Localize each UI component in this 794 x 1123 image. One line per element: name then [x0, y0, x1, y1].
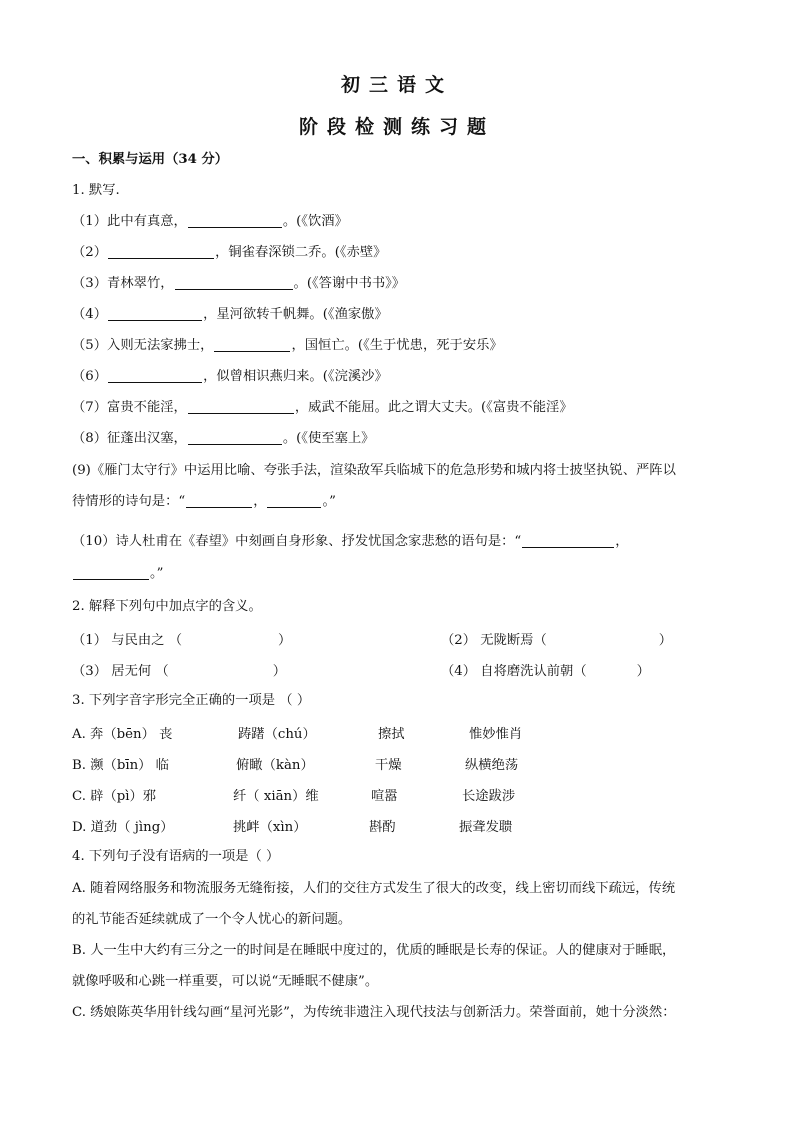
- q1-item-5-pre: （5）入则无法家拂士，: [72, 338, 214, 353]
- q1-item-2-post: ，铜雀春深锁二乔。(《赤壁》: [215, 245, 387, 260]
- q1-item-10-line1: [72, 533, 629, 551]
- answer-blank[interactable]: [108, 244, 214, 259]
- q2-item-2: [441, 629, 672, 648]
- q4-option-a-line1: A. 随着网络服务和物流服务无缝衔接，人们的交往方式发生了很大的改变，线上密切而线下疏远，传统: [72, 881, 676, 896]
- q1-item-10-post: ，: [615, 534, 629, 549]
- q2-item-3-label: （3） 居无何 （: [72, 664, 169, 679]
- q2-item-2-label: （2） 无陇断焉（: [441, 633, 547, 648]
- q1-item-10-pre: （10）诗人杜甫在《春望》中刻画自身形象、抒发忧国念家悲愁的语句是：“: [72, 534, 522, 549]
- q1-item-8-pre: （8）征蓬出汉塞，: [72, 431, 187, 446]
- q4-option-c-line1: C. 绣娘陈英华用针线勾画“星河光影”，为传统非遗注入现代技法与创新活力。荣誉面前，她十分淡然：: [72, 1005, 676, 1020]
- answer-blank[interactable]: [522, 533, 614, 548]
- q1-item-10-line2: [72, 565, 163, 583]
- q1-item-5: [72, 337, 503, 355]
- q1-item-7-post: ，威武不能屈。此之谓大丈夫。(《富贵不能淫》: [294, 400, 573, 415]
- q3-option-d-3: 斟酌: [369, 820, 396, 835]
- q1-item-4: [72, 306, 388, 324]
- q1-item-4-post: ，星河欲转千帆舞。(《渔家傲》: [203, 307, 388, 322]
- page-title: 初三语文: [340, 74, 453, 96]
- q1-item-6-pre: （6）: [72, 369, 108, 384]
- q3-option-d-1: D. 道劲（ jìng）: [72, 820, 174, 835]
- q1-item-7: [72, 399, 573, 417]
- q3-option-c-3: 喧嚣: [371, 789, 398, 804]
- q3-option-c-4: 长途跋涉: [462, 789, 516, 804]
- q1-item-8-post: 。(《使至塞上》: [282, 431, 375, 446]
- page-subtitle: 阶段检测练习题: [298, 116, 495, 138]
- q3-option-b-2: 俯瞰（kàn）: [236, 758, 314, 773]
- q3-option-a-1: A. 奔（bēn） 丧: [72, 727, 173, 742]
- q1-item-3-post: 。(《答谢中书书》》: [293, 276, 406, 291]
- q3-option-d-4: 振聋发聩: [459, 820, 513, 835]
- question-2-stem: 2. 解释下列句中加点字的含义。: [72, 599, 262, 614]
- q3-option-b-4: 纵横绝荡: [465, 758, 519, 773]
- q1-item-6: [72, 368, 388, 386]
- q3-option-b-1: B. 濒（bīn） 临: [72, 758, 169, 773]
- answer-blank[interactable]: [188, 213, 282, 228]
- answer-blank[interactable]: [214, 337, 290, 352]
- q2-item-3-close: ）: [272, 664, 286, 679]
- question-3-stem: 3. 下列字音字形完全正确的一项是 （ ）: [72, 693, 311, 708]
- q1-item-9-pre: 待情形的诗句是：“: [72, 494, 186, 509]
- q2-item-1-label: （1） 与民由之 （: [72, 633, 182, 648]
- q2-item-4-close: ）: [636, 664, 650, 679]
- q4-option-a-line2: 的礼节能否延续就成了一个令人忧心的新问题。: [72, 912, 352, 927]
- answer-blank[interactable]: [188, 399, 294, 414]
- q3-option-d-2: 挑衅（xìn）: [233, 820, 307, 835]
- q1-item-4-pre: （4）: [72, 307, 108, 322]
- q3-option-c-1: C. 辟（pì）邪: [72, 789, 157, 804]
- answer-blank[interactable]: [175, 275, 293, 290]
- q1-item-1-post: 。(《饮酒》: [282, 214, 348, 229]
- answer-blank[interactable]: [188, 430, 282, 445]
- q2-item-1-close: ）: [278, 633, 292, 648]
- q4-option-b-line1: B. 人一生中大约有三分之一的时间是在睡眠中度过的，优质的睡眠是长寿的保证。人的健康对于睡眠，: [72, 943, 676, 958]
- q2-item-3: [72, 660, 286, 679]
- q1-item-9-line1: (9)《雁门太守行》中运用比喻、夸张手法，渲染敌军兵临城下的危急形势和城内将士披坚执锐、严阵以: [72, 463, 676, 478]
- q2-item-1: [72, 629, 291, 648]
- q1-item-5-post: ，国恒亡。(《生于忧患，死于安乐》: [291, 338, 503, 353]
- q2-item-2-close: ）: [658, 633, 673, 648]
- answer-blank[interactable]: [267, 493, 321, 508]
- answer-blank[interactable]: [108, 368, 202, 383]
- q1-item-8: [72, 430, 374, 448]
- q1-item-9-post: 。”: [322, 494, 336, 509]
- q1-item-3: [72, 275, 405, 293]
- question-4-stem: 4. 下列句子没有语病的一项是（ ）: [72, 849, 280, 864]
- q1-item-2: [72, 244, 386, 262]
- q1-item-9-mid: ，: [253, 494, 267, 509]
- q1-item-10-end: 。”: [150, 566, 164, 581]
- q1-item-7-pre: （7）富贵不能淫，: [72, 400, 187, 415]
- q1-item-9-line2: [72, 493, 336, 511]
- q2-item-4-label: （4） 自将磨洗认前朝（: [441, 664, 587, 679]
- q1-item-6-post: ，似曾相识燕归来。(《浣溪沙》: [203, 369, 388, 384]
- answer-blank[interactable]: [186, 493, 252, 508]
- q4-option-b-line2: 就像呼吸和心跳一样重要，可以说“无睡眠不健康”。: [72, 974, 379, 989]
- question-1-stem: 1. 默写.: [72, 183, 120, 198]
- q1-item-1: [72, 213, 348, 231]
- q1-item-1-pre: （1）此中有真意，: [72, 214, 187, 229]
- q1-item-3-pre: （3）青林翠竹，: [72, 276, 174, 291]
- q3-option-c-2: 纤（ xiān）维: [233, 789, 319, 804]
- q3-option-a-3: 擦拭: [378, 727, 405, 742]
- answer-blank[interactable]: [108, 306, 202, 321]
- answer-blank[interactable]: [73, 565, 149, 580]
- q3-option-a-4: 惟妙惟肖: [469, 727, 523, 742]
- q3-option-a-2: 踌躇（chú）: [238, 727, 316, 742]
- q1-item-2-pre: （2）: [72, 245, 108, 260]
- q2-item-4: [441, 660, 650, 679]
- section-heading: 一、积累与运用（34 分）: [72, 152, 229, 167]
- q3-option-b-3: 干燥: [375, 758, 402, 773]
